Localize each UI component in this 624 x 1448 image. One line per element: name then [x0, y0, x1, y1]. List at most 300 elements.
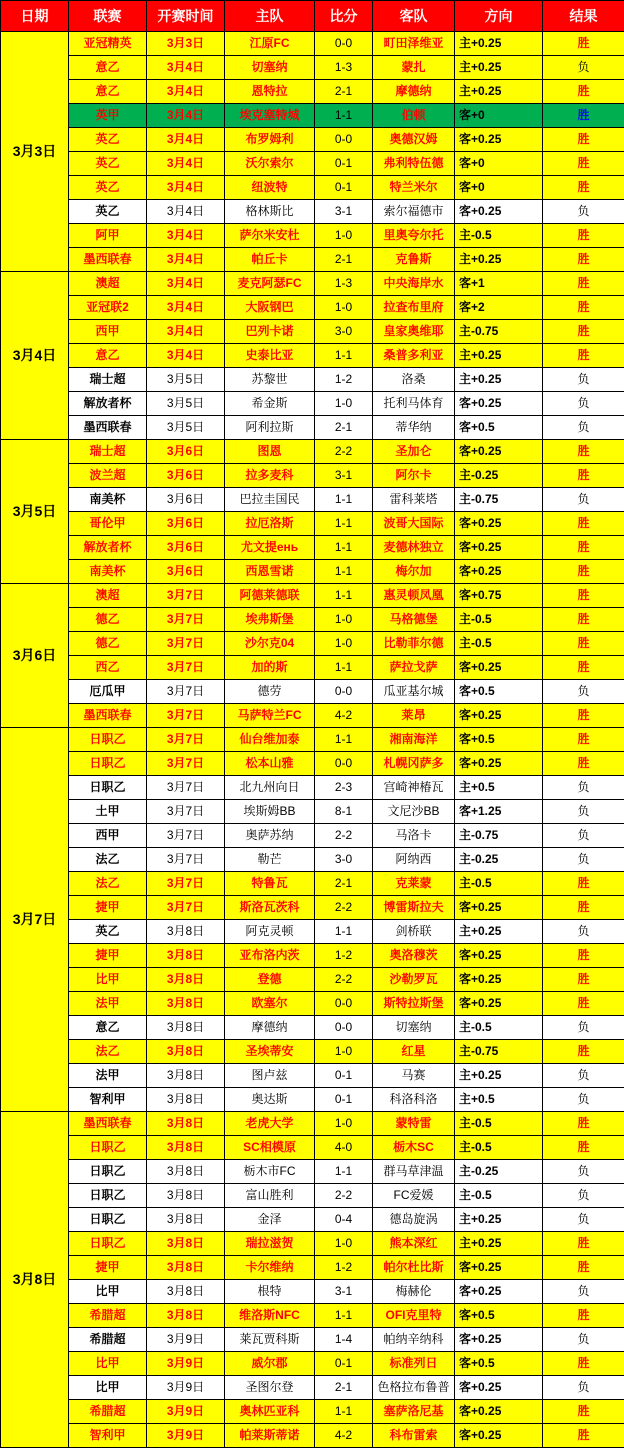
home-team-cell: 卡尔维纳	[225, 1256, 315, 1280]
league-cell: 法乙	[69, 1040, 147, 1064]
home-team-cell: 德劳	[225, 680, 315, 704]
result-cell: 负	[543, 488, 624, 512]
kickoff-time-cell: 3月8日	[147, 992, 225, 1016]
kickoff-time-cell: 3月8日	[147, 1280, 225, 1304]
kickoff-time-cell: 3月8日	[147, 1304, 225, 1328]
away-team-cell: 科洛科洛	[373, 1088, 455, 1112]
home-team-cell: 尤文提ень	[225, 536, 315, 560]
score-cell: 1-1	[315, 104, 373, 128]
result-cell: 胜	[543, 560, 624, 584]
league-cell: 西甲	[69, 824, 147, 848]
direction-cell: 主-0.5	[455, 872, 543, 896]
table-row	[1, 896, 624, 920]
direction-cell: 主+0.5	[455, 776, 543, 800]
table-row	[1, 920, 624, 944]
result-cell: 胜	[543, 1400, 624, 1424]
home-team-cell: 栃木市FC	[225, 1160, 315, 1184]
table-row	[1, 1304, 624, 1328]
score-cell: 2-1	[315, 416, 373, 440]
score-cell: 1-1	[315, 560, 373, 584]
direction-cell: 客+0.25	[455, 704, 543, 728]
direction-cell: 客+0.25	[455, 656, 543, 680]
kickoff-time-cell: 3月9日	[147, 1328, 225, 1352]
result-cell: 负	[543, 1184, 624, 1208]
away-team-cell: 梅尔加	[373, 560, 455, 584]
league-cell: 亚冠精英	[69, 32, 147, 56]
kickoff-time-cell: 3月5日	[147, 392, 225, 416]
league-cell: 日职乙	[69, 1160, 147, 1184]
score-cell: 1-1	[315, 1160, 373, 1184]
result-cell: 胜	[543, 1136, 624, 1160]
table-row	[1, 776, 624, 800]
score-cell: 1-0	[315, 224, 373, 248]
away-team-cell: 皇家奥维耶	[373, 320, 455, 344]
league-cell: 土甲	[69, 800, 147, 824]
kickoff-time-cell: 3月7日	[147, 776, 225, 800]
kickoff-time-cell: 3月8日	[147, 1160, 225, 1184]
away-team-cell: 里奥夸尔托	[373, 224, 455, 248]
score-cell: 1-3	[315, 56, 373, 80]
kickoff-time-cell: 3月8日	[147, 944, 225, 968]
league-cell: 西乙	[69, 656, 147, 680]
score-cell: 0-1	[315, 176, 373, 200]
direction-cell: 客+0.25	[455, 392, 543, 416]
kickoff-time-cell: 3月4日	[147, 224, 225, 248]
away-team-cell: 比勒菲尔德	[373, 632, 455, 656]
league-cell: 意乙	[69, 1016, 147, 1040]
result-cell: 负	[543, 848, 624, 872]
away-team-cell: 塞萨洛尼基	[373, 1400, 455, 1424]
league-cell: 南美杯	[69, 488, 147, 512]
result-cell: 胜	[543, 896, 624, 920]
table-row	[1, 1112, 624, 1136]
away-team-cell: 蒂华纳	[373, 416, 455, 440]
league-cell: 德乙	[69, 632, 147, 656]
league-cell: 日职乙	[69, 776, 147, 800]
direction-cell: 主-0.25	[455, 848, 543, 872]
home-team-cell: 图恩	[225, 440, 315, 464]
table-row	[1, 872, 624, 896]
home-team-cell: 拉多麦科	[225, 464, 315, 488]
direction-cell: 主+0.25	[455, 32, 543, 56]
table-row	[1, 464, 624, 488]
header-direction: 方向	[455, 1, 543, 32]
score-cell: 1-0	[315, 1112, 373, 1136]
direction-cell: 客+0.5	[455, 728, 543, 752]
score-cell: 2-1	[315, 248, 373, 272]
home-team-cell: 阿利拉斯	[225, 416, 315, 440]
kickoff-time-cell: 3月4日	[147, 272, 225, 296]
result-cell: 胜	[543, 1112, 624, 1136]
direction-cell: 客+0.25	[455, 200, 543, 224]
home-team-cell: 圣图尔登	[225, 1376, 315, 1400]
kickoff-time-cell: 3月8日	[147, 920, 225, 944]
away-team-cell: 索尔福德市	[373, 200, 455, 224]
score-cell: 0-0	[315, 32, 373, 56]
away-team-cell: 伯顿	[373, 104, 455, 128]
kickoff-time-cell: 3月8日	[147, 1088, 225, 1112]
table-row	[1, 1088, 624, 1112]
table-row	[1, 584, 624, 608]
kickoff-time-cell: 3月7日	[147, 800, 225, 824]
table-row	[1, 56, 624, 80]
direction-cell: 主-0.5	[455, 1112, 543, 1136]
result-cell: 胜	[543, 32, 624, 56]
home-team-cell: 沙尔克04	[225, 632, 315, 656]
kickoff-time-cell: 3月4日	[147, 320, 225, 344]
kickoff-time-cell: 3月7日	[147, 704, 225, 728]
kickoff-time-cell: 3月8日	[147, 1208, 225, 1232]
league-cell: 墨西联春	[69, 248, 147, 272]
table-row	[1, 728, 624, 752]
kickoff-time-cell: 3月3日	[147, 32, 225, 56]
home-team-cell: 北九州向日	[225, 776, 315, 800]
away-team-cell: 熊本深红	[373, 1232, 455, 1256]
result-cell: 胜	[543, 872, 624, 896]
kickoff-time-cell: 3月6日	[147, 512, 225, 536]
league-cell: 日职乙	[69, 728, 147, 752]
league-cell: 英乙	[69, 920, 147, 944]
score-cell: 0-1	[315, 1088, 373, 1112]
score-cell: 1-0	[315, 1232, 373, 1256]
home-team-cell: 阿德莱德联	[225, 584, 315, 608]
away-team-cell: 科布雷索	[373, 1424, 455, 1448]
result-cell: 负	[543, 1328, 624, 1352]
league-cell: 亚冠联2	[69, 296, 147, 320]
table-row	[1, 680, 624, 704]
league-cell: 捷甲	[69, 896, 147, 920]
result-cell: 负	[543, 824, 624, 848]
kickoff-time-cell: 3月8日	[147, 1112, 225, 1136]
kickoff-time-cell: 3月7日	[147, 752, 225, 776]
home-team-cell: 苏黎世	[225, 368, 315, 392]
away-team-cell: 标准列日	[373, 1352, 455, 1376]
kickoff-time-cell: 3月5日	[147, 416, 225, 440]
table-row	[1, 392, 624, 416]
result-cell: 胜	[543, 1304, 624, 1328]
score-cell: 4-2	[315, 704, 373, 728]
direction-cell: 客+0.25	[455, 536, 543, 560]
away-team-cell: 蒙特雷	[373, 1112, 455, 1136]
home-team-cell: 沃尔索尔	[225, 152, 315, 176]
table-row	[1, 1208, 624, 1232]
header-result: 结果	[543, 1, 624, 32]
league-cell: 墨西联春	[69, 704, 147, 728]
kickoff-time-cell: 3月4日	[147, 296, 225, 320]
kickoff-time-cell: 3月4日	[147, 344, 225, 368]
home-team-cell: 切塞纳	[225, 56, 315, 80]
result-cell: 负	[543, 800, 624, 824]
table-row	[1, 296, 624, 320]
table-body	[1, 32, 624, 1448]
kickoff-time-cell: 3月7日	[147, 728, 225, 752]
away-team-cell: FC爱媛	[373, 1184, 455, 1208]
league-cell: 解放者杯	[69, 392, 147, 416]
home-team-cell: 拉厄洛斯	[225, 512, 315, 536]
home-team-cell: 富山胜利	[225, 1184, 315, 1208]
table-row	[1, 1424, 624, 1448]
away-team-cell: 梅赫伦	[373, 1280, 455, 1304]
result-cell: 胜	[543, 104, 624, 128]
result-cell: 负	[543, 1160, 624, 1184]
table-row	[1, 608, 624, 632]
kickoff-time-cell: 3月6日	[147, 560, 225, 584]
away-team-cell: 群马草津温	[373, 1160, 455, 1184]
away-team-cell: 沙勒罗瓦	[373, 968, 455, 992]
direction-cell: 主+0.25	[455, 248, 543, 272]
league-cell: 阿甲	[69, 224, 147, 248]
table-row	[1, 1184, 624, 1208]
direction-cell: 客+0.25	[455, 1256, 543, 1280]
home-team-cell: 马萨特兰FC	[225, 704, 315, 728]
result-cell: 胜	[543, 1040, 624, 1064]
table-row	[1, 320, 624, 344]
direction-cell: 客+0.25	[455, 896, 543, 920]
table-row	[1, 176, 624, 200]
away-team-cell: 克莱蒙	[373, 872, 455, 896]
kickoff-time-cell: 3月4日	[147, 248, 225, 272]
home-team-cell: 帕丘卡	[225, 248, 315, 272]
home-team-cell: 埃斯姆BB	[225, 800, 315, 824]
result-cell: 胜	[543, 704, 624, 728]
result-cell: 胜	[543, 992, 624, 1016]
home-team-cell: 布罗姆利	[225, 128, 315, 152]
table-header-row	[1, 1, 624, 32]
league-cell: 比甲	[69, 1376, 147, 1400]
league-cell: 比甲	[69, 1352, 147, 1376]
table-row	[1, 944, 624, 968]
home-team-cell: 勒芒	[225, 848, 315, 872]
league-cell: 法乙	[69, 848, 147, 872]
header-away-team: 客队	[373, 1, 455, 32]
away-team-cell: 麦德林独立	[373, 536, 455, 560]
kickoff-time-cell: 3月4日	[147, 80, 225, 104]
league-cell: 希腊超	[69, 1328, 147, 1352]
home-team-cell: SC相模原	[225, 1136, 315, 1160]
kickoff-time-cell: 3月8日	[147, 1232, 225, 1256]
direction-cell: 主-0.5	[455, 1136, 543, 1160]
result-cell: 胜	[543, 656, 624, 680]
kickoff-time-cell: 3月9日	[147, 1376, 225, 1400]
result-cell: 负	[543, 1376, 624, 1400]
table-row	[1, 1256, 624, 1280]
away-team-cell: 雷科莱塔	[373, 488, 455, 512]
kickoff-time-cell: 3月7日	[147, 896, 225, 920]
away-team-cell: 摩德纳	[373, 80, 455, 104]
score-cell: 1-2	[315, 1256, 373, 1280]
score-cell: 4-0	[315, 1136, 373, 1160]
away-team-cell: 特兰米尔	[373, 176, 455, 200]
table-row	[1, 224, 624, 248]
table-row	[1, 200, 624, 224]
kickoff-time-cell: 3月8日	[147, 1256, 225, 1280]
score-cell: 1-4	[315, 1328, 373, 1352]
home-team-cell: 恩特拉	[225, 80, 315, 104]
home-team-cell: 史泰比亚	[225, 344, 315, 368]
score-cell: 1-1	[315, 536, 373, 560]
away-team-cell: 中央海岸水	[373, 272, 455, 296]
table-row	[1, 368, 624, 392]
direction-cell: 客+0.25	[455, 992, 543, 1016]
result-cell: 负	[543, 1208, 624, 1232]
kickoff-time-cell: 3月4日	[147, 200, 225, 224]
kickoff-time-cell: 3月8日	[147, 1040, 225, 1064]
table-row	[1, 1136, 624, 1160]
away-team-cell: 色格拉布鲁普	[373, 1376, 455, 1400]
away-team-cell: OFI克里特	[373, 1304, 455, 1328]
table-row	[1, 1160, 624, 1184]
home-team-cell: 登德	[225, 968, 315, 992]
table-row	[1, 1352, 624, 1376]
score-cell: 0-0	[315, 680, 373, 704]
direction-cell: 主-0.75	[455, 824, 543, 848]
direction-cell: 主-0.75	[455, 488, 543, 512]
league-cell: 厄瓜甲	[69, 680, 147, 704]
score-cell: 2-2	[315, 824, 373, 848]
home-team-cell: 莱瓦贾科斯	[225, 1328, 315, 1352]
away-team-cell: 蒙扎	[373, 56, 455, 80]
table-row	[1, 1376, 624, 1400]
result-cell: 胜	[543, 296, 624, 320]
score-cell: 0-1	[315, 152, 373, 176]
table-row	[1, 1328, 624, 1352]
direction-cell: 主-0.25	[455, 464, 543, 488]
result-cell: 胜	[543, 176, 624, 200]
away-team-cell: 札幌冈萨多	[373, 752, 455, 776]
home-team-cell: 帕莱斯蒂诺	[225, 1424, 315, 1448]
result-cell: 胜	[543, 968, 624, 992]
result-cell: 负	[543, 1280, 624, 1304]
home-team-cell: 圣埃蒂安	[225, 1040, 315, 1064]
league-cell: 日职乙	[69, 1208, 147, 1232]
home-team-cell: 瑞拉滋贺	[225, 1232, 315, 1256]
home-team-cell: 加的斯	[225, 656, 315, 680]
result-cell: 负	[543, 1016, 624, 1040]
kickoff-time-cell: 3月8日	[147, 1016, 225, 1040]
home-team-cell: 维洛斯NFC	[225, 1304, 315, 1328]
kickoff-time-cell: 3月9日	[147, 1424, 225, 1448]
home-team-cell: 埃克塞特城	[225, 104, 315, 128]
away-team-cell: 克鲁斯	[373, 248, 455, 272]
direction-cell: 客+0.25	[455, 560, 543, 584]
header-kickoff-time: 开赛时间	[147, 1, 225, 32]
direction-cell: 主-0.25	[455, 1160, 543, 1184]
result-cell: 胜	[543, 632, 624, 656]
score-cell: 2-1	[315, 80, 373, 104]
direction-cell: 主+0.25	[455, 920, 543, 944]
table-row	[1, 128, 624, 152]
kickoff-time-cell: 3月9日	[147, 1400, 225, 1424]
away-team-cell: 惠灵顿凤凰	[373, 584, 455, 608]
direction-cell: 客+0.5	[455, 416, 543, 440]
league-cell: 英甲	[69, 104, 147, 128]
result-cell: 胜	[543, 752, 624, 776]
league-cell: 比甲	[69, 968, 147, 992]
score-cell: 0-1	[315, 1352, 373, 1376]
table-row	[1, 1232, 624, 1256]
league-cell: 波兰超	[69, 464, 147, 488]
league-cell: 南美杯	[69, 560, 147, 584]
kickoff-time-cell: 3月6日	[147, 536, 225, 560]
direction-cell: 客+0.25	[455, 512, 543, 536]
result-cell: 胜	[543, 152, 624, 176]
league-cell: 日职乙	[69, 752, 147, 776]
result-cell: 胜	[543, 344, 624, 368]
direction-cell: 主-0.5	[455, 608, 543, 632]
result-cell: 胜	[543, 128, 624, 152]
away-team-cell: 町田泽维亚	[373, 32, 455, 56]
away-team-cell: 德岛旋涡	[373, 1208, 455, 1232]
direction-cell: 客+0.5	[455, 1304, 543, 1328]
score-cell: 2-2	[315, 1184, 373, 1208]
home-team-cell: 仙台维加泰	[225, 728, 315, 752]
league-cell: 德乙	[69, 608, 147, 632]
result-cell: 胜	[543, 440, 624, 464]
league-cell: 法乙	[69, 872, 147, 896]
home-team-cell: 希金斯	[225, 392, 315, 416]
league-cell: 捷甲	[69, 1256, 147, 1280]
table-row	[1, 416, 624, 440]
result-cell: 负	[543, 368, 624, 392]
direction-cell: 客+0.25	[455, 1280, 543, 1304]
score-cell: 1-1	[315, 584, 373, 608]
league-cell: 英乙	[69, 128, 147, 152]
table-row	[1, 824, 624, 848]
result-cell: 胜	[543, 1352, 624, 1376]
score-cell: 1-2	[315, 368, 373, 392]
result-cell: 负	[543, 776, 624, 800]
home-team-cell: 萨尔米安杜	[225, 224, 315, 248]
table-row	[1, 512, 624, 536]
result-cell: 负	[543, 1088, 624, 1112]
league-cell: 解放者杯	[69, 536, 147, 560]
table-row	[1, 752, 624, 776]
table-row	[1, 1016, 624, 1040]
away-team-cell: 莱昂	[373, 704, 455, 728]
league-cell: 英乙	[69, 152, 147, 176]
score-cell: 1-0	[315, 1040, 373, 1064]
header-score: 比分	[315, 1, 373, 32]
direction-cell: 主-0.5	[455, 1184, 543, 1208]
score-cell: 0-0	[315, 992, 373, 1016]
table-row	[1, 656, 624, 680]
home-team-cell: 巴列卡诺	[225, 320, 315, 344]
away-team-cell: 马格德堡	[373, 608, 455, 632]
result-cell: 胜	[543, 272, 624, 296]
table-row	[1, 80, 624, 104]
away-team-cell: 圣加仑	[373, 440, 455, 464]
score-cell: 4-2	[315, 1424, 373, 1448]
home-team-cell: 埃弗斯堡	[225, 608, 315, 632]
league-cell: 西甲	[69, 320, 147, 344]
direction-cell: 客+0.25	[455, 968, 543, 992]
home-team-cell: 亚布洛内茨	[225, 944, 315, 968]
away-team-cell: 波哥大国际	[373, 512, 455, 536]
away-team-cell: 弗利特伍德	[373, 152, 455, 176]
score-cell: 1-1	[315, 920, 373, 944]
score-cell: 3-0	[315, 848, 373, 872]
kickoff-time-cell: 3月7日	[147, 680, 225, 704]
score-cell: 1-0	[315, 392, 373, 416]
kickoff-time-cell: 3月9日	[147, 1352, 225, 1376]
score-cell: 0-4	[315, 1208, 373, 1232]
table-row	[1, 968, 624, 992]
away-team-cell: 阿尔卡	[373, 464, 455, 488]
direction-cell: 主+0.25	[455, 56, 543, 80]
score-cell: 1-1	[315, 656, 373, 680]
league-cell: 日职乙	[69, 1232, 147, 1256]
away-team-cell: 马洛卡	[373, 824, 455, 848]
